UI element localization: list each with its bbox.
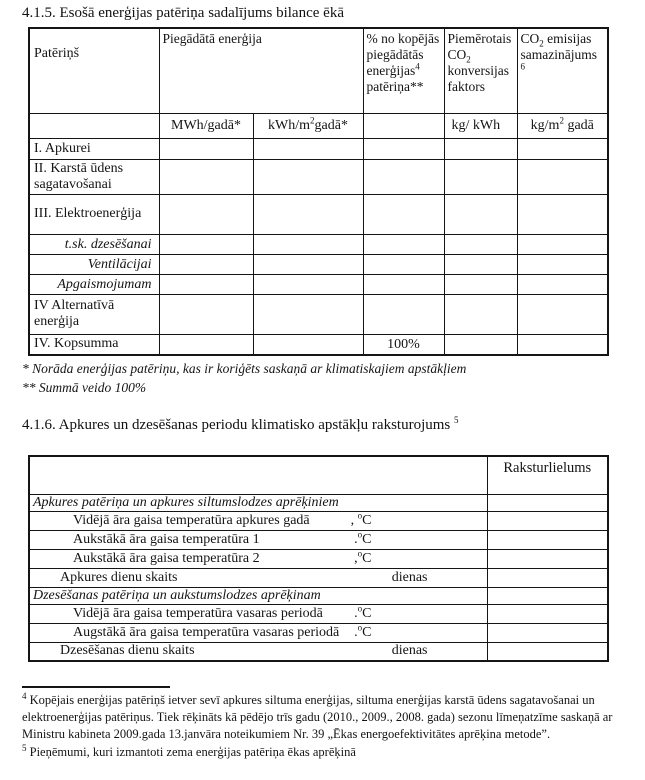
table-row-total [29, 334, 608, 355]
value-cell[interactable] [444, 138, 517, 159]
table-row [29, 138, 608, 159]
row-label-avg-temp-summer: Vidējā āra gaisa temperatūra vasaras periodā [73, 605, 323, 621]
value-cell[interactable] [517, 254, 608, 274]
unit-kg-per-kwh: kg/ kWh [444, 113, 517, 138]
table-row [29, 568, 608, 587]
footnote-5: $^5$ Pieņēmumi, kuri izmantoti zema enerģijas patēriņa ēkas aprēķinā [22, 742, 356, 759]
value-cell[interactable] [444, 159, 517, 194]
col-header-co2-emission: $CO_2$ emisijas samazinājums $^6$ [517, 28, 608, 113]
value-cell[interactable] [159, 334, 253, 355]
value-cell[interactable] [159, 159, 253, 194]
row-label-avg-temp-heating: Vidējā āra gaisa temperatūra apkures gadā [73, 512, 310, 528]
value-cell[interactable] [487, 494, 608, 511]
row-label-alternative-energy: IV Alternatīvā enerģija [29, 294, 159, 334]
value-cell[interactable] [363, 138, 444, 159]
value-cell[interactable] [444, 254, 517, 274]
value-cell[interactable] [363, 234, 444, 254]
table-row [29, 159, 608, 194]
value-cell[interactable] [363, 294, 444, 334]
section-4-1-6-title: 4.1.6. Apkures un dzesēšanas periodu klimatisko apstākļu raksturojums $^5$ [22, 415, 459, 433]
value-cell[interactable] [487, 642, 608, 661]
value-cell[interactable] [253, 274, 363, 294]
value-cell[interactable] [487, 549, 608, 568]
col-header-co2-factor: Piemērotais $CO_2$ konversijas faktors [444, 28, 517, 113]
table-row [29, 234, 608, 254]
value-cell[interactable] [487, 530, 608, 549]
row-label-heating-section: Apkures patēriņa un apkures siltumslodzes aprēķiniem [29, 494, 487, 511]
value-cell[interactable] [159, 294, 253, 334]
unit-kwh-per-m2-year: kWh/$m^2gadā*$ [253, 113, 363, 138]
unit-mwh-per-year: MWh/gadā* [159, 113, 253, 138]
value-cell[interactable] [517, 294, 608, 334]
climate-conditions-table [28, 455, 609, 662]
value-cell[interactable] [253, 234, 363, 254]
unit-kg-per-m2-year: $kg/m^2$ gadā [517, 113, 608, 138]
unit-days: dienas [391, 643, 428, 659]
section-row [29, 587, 608, 604]
parameter-cell [29, 511, 487, 530]
footnote-5-marker: 5 [22, 742, 27, 753]
parameter-cell [29, 568, 487, 587]
value-cell[interactable] [253, 294, 363, 334]
value-cell[interactable] [363, 159, 444, 194]
unit-degrees-c: ,$^o$C [354, 547, 372, 566]
empty-cell [29, 113, 159, 138]
parameter-cell [29, 623, 487, 642]
total-percent-value: 100% [363, 334, 444, 355]
value-cell[interactable] [487, 568, 608, 587]
value-cell[interactable] [487, 623, 608, 642]
table-row [29, 254, 608, 274]
footnote-ref-4: 4 [415, 61, 420, 72]
table-row [29, 274, 608, 294]
row-label-ventilation: Ventilācijai [29, 254, 159, 274]
value-cell[interactable] [363, 194, 444, 234]
col-header-consumption: Patēriņš [29, 28, 159, 113]
value-cell[interactable] [517, 138, 608, 159]
parameter-cell [29, 604, 487, 623]
value-cell[interactable] [159, 194, 253, 234]
parameter-cell [29, 530, 487, 549]
row-label-lighting: Apgaismojumam [29, 274, 159, 294]
row-label-heating-days: Apkures dienu skaits [60, 569, 178, 585]
value-cell[interactable] [487, 587, 608, 604]
value-cell[interactable] [517, 334, 608, 355]
row-label-hot-water: II. Karstā ūdens sagatavošanai [29, 159, 159, 194]
value-cell[interactable] [253, 334, 363, 355]
footnote-ref-6: 6 [520, 61, 526, 72]
unit-degrees-c: .$^o$C [354, 621, 372, 640]
unit-days: dienas [391, 569, 428, 585]
table-row [29, 642, 608, 661]
row-label-coldest-temp-1: Aukstākā āra gaisa temperatūra 1 [73, 531, 260, 547]
section-row [29, 494, 608, 511]
value-cell[interactable] [159, 274, 253, 294]
value-cell[interactable] [253, 138, 363, 159]
row-label-heating: I. Apkurei [29, 138, 159, 159]
row-label-electricity: III. Elektroenerģija [29, 194, 159, 234]
value-cell[interactable] [517, 194, 608, 234]
value-cell[interactable] [363, 254, 444, 274]
unit-degrees-c: .$^o$C [354, 528, 372, 547]
col-header-characteristic: Raksturlielums [487, 456, 608, 494]
col-header-percent: % no kopējās piegādātās enerģijas$^4$ patēriņa** [363, 28, 444, 113]
row-label-cooling-section: Dzesēšanas patēriņa un aukstumslodzes aprēķinam [29, 587, 487, 604]
row-label-total: IV. Kopsumma [29, 334, 159, 355]
footnote-ref-5: 5 [454, 415, 459, 425]
subscript-2: 2 [466, 54, 471, 65]
table-row [29, 549, 608, 568]
value-cell[interactable] [253, 194, 363, 234]
units-row [29, 113, 608, 138]
table-row [29, 511, 608, 530]
col-header-delivered-energy: Piegādātā enerģija [159, 28, 363, 113]
row-label-max-temp-summer: Augstākā āra gaisa temperatūra vasaras periodā [73, 624, 340, 640]
footnote-4: $^4$ Kopējais enerģijas patēriņš ietver sevī apkures siltuma enerģijas, siltuma enerģijas karstā ūdens sagatavošanai un elektroenerģijas patēriņus. Tiek rēķināts kā pēdējo trīs gadu (2010., 2009., 2008. gada) sezonu līmeņatzīme saskaņā ar Ministru kabineta 2009.gada 13.janvāra noteikumiem Nr. 39 „Ēkas energoefektivitātes aprēķina metode”. [22, 690, 613, 741]
row-label-cooling-days: Dzesēšanas dienu skaits [60, 643, 195, 659]
value-cell[interactable] [159, 138, 253, 159]
footnote-star: * Norāda enerģijas patēriņu, kas ir koriģēts saskaņā ar klimatiskajiem apstākļiem [22, 361, 467, 376]
value-cell[interactable] [487, 511, 608, 530]
table-header-row [29, 456, 608, 494]
parameter-cell [29, 642, 487, 661]
empty-cell [363, 113, 444, 138]
parameter-cell [29, 549, 487, 568]
unit-degrees-c: .$^o$C [354, 602, 372, 621]
value-cell[interactable] [517, 234, 608, 254]
value-cell[interactable] [159, 254, 253, 274]
value-cell[interactable] [253, 159, 363, 194]
table-row [29, 194, 608, 234]
table-row [29, 294, 608, 334]
table-row [29, 604, 608, 623]
table-row [29, 623, 608, 642]
row-label-coldest-temp-2: Aukstākā āra gaisa temperatūra 2 [73, 550, 260, 566]
subscript-2: 2 [539, 38, 544, 49]
value-cell[interactable] [363, 274, 444, 294]
footnote-double-star: ** Summā veido 100% [22, 380, 147, 395]
value-cell[interactable] [444, 294, 517, 334]
unit-degrees-c: , $^o$C [350, 509, 372, 528]
value-cell[interactable] [487, 604, 608, 623]
value-cell[interactable] [517, 274, 608, 294]
row-label-cooling: t.sk. dzesēšanai [29, 234, 159, 254]
energy-distribution-table [28, 27, 609, 356]
value-cell[interactable] [159, 234, 253, 254]
value-cell[interactable] [444, 274, 517, 294]
value-cell[interactable] [517, 159, 608, 194]
table-row [29, 530, 608, 549]
footnote-4-marker: 4 [22, 690, 27, 701]
value-cell[interactable] [444, 234, 517, 254]
empty-cell [29, 456, 487, 494]
section-4-1-5-title: 4.1.5. Esošā enerģijas patēriņa sadalījums bilance ēkā [22, 5, 344, 21]
value-cell[interactable] [253, 254, 363, 274]
table1-footnotes [22, 359, 466, 397]
table-header-row [29, 28, 608, 113]
value-cell[interactable] [444, 194, 517, 234]
footnote-separator [22, 686, 170, 688]
value-cell[interactable] [444, 334, 517, 355]
